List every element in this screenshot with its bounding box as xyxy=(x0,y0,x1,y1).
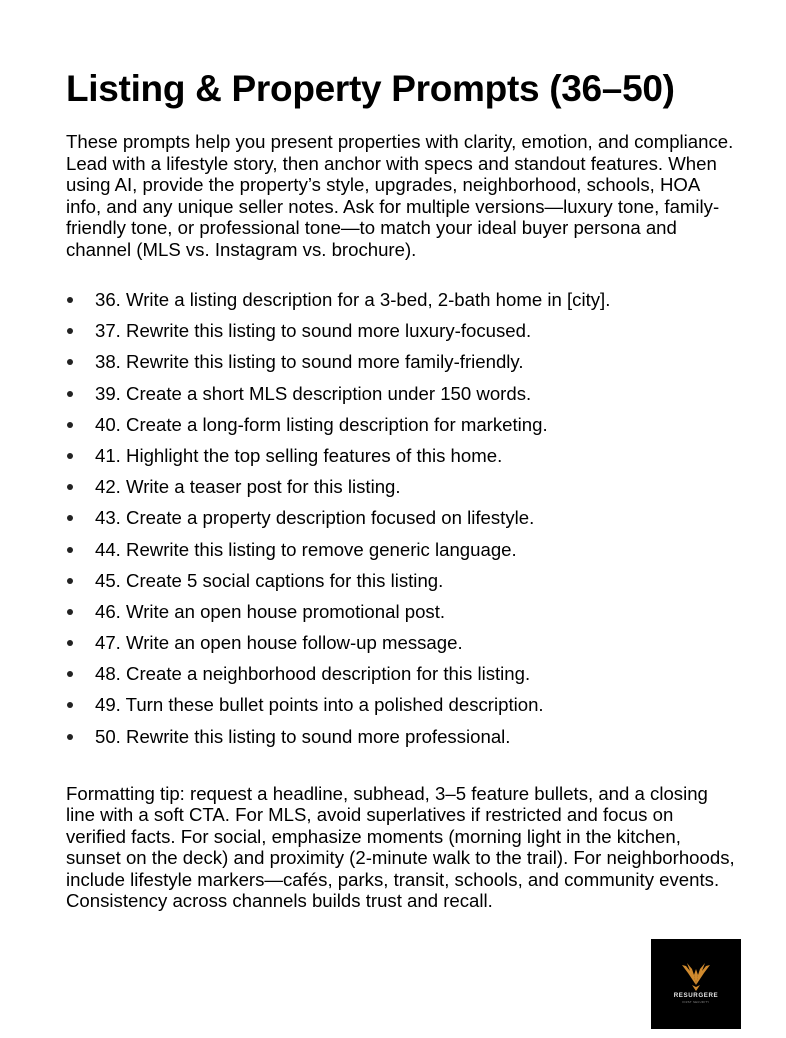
list-item xyxy=(66,471,736,502)
phoenix-logo-icon xyxy=(651,939,741,1029)
list-item xyxy=(66,534,736,565)
list-item xyxy=(66,346,736,377)
list-item xyxy=(66,378,736,409)
bullet-icon xyxy=(67,515,73,521)
list-item-text: 47. Write an open house follow-up message. xyxy=(95,632,463,654)
list-item-text: 39. Create a short MLS description under 150 words. xyxy=(95,382,532,404)
bullet-icon xyxy=(67,297,73,303)
list-item-text: 41. Highlight the top selling features of this home. xyxy=(95,444,503,466)
bullet-icon xyxy=(67,328,73,334)
list-item xyxy=(66,596,736,627)
brand-logo xyxy=(651,939,741,1029)
bullet-icon xyxy=(67,422,73,428)
list-item-text: 50. Rewrite this listing to sound more professional. xyxy=(95,725,511,747)
list-item-text: 49. Turn these bullet points into a polished description. xyxy=(95,694,544,716)
bullet-icon xyxy=(67,640,73,646)
list-item xyxy=(66,721,736,752)
bullet-icon xyxy=(67,671,73,677)
bullet-icon xyxy=(67,547,73,553)
page-title: Listing & Property Prompts (36–50) xyxy=(66,68,675,109)
intro-paragraph: These prompts help you present properties with clarity, emotion, and compliance. Lead with a lifestyle story, then anchor with specs and standout features. When using AI, provide the property’s style, upgrades, neighborhood, schools, HOA info, and any unique seller notes. Ask for multiple versions—luxury tone, family-friendly tone, or professional tone—to match your ideal buyer persona and channel (MLS vs. Instagram vs. brochure). xyxy=(66,131,734,260)
list-item xyxy=(66,440,736,471)
list-item-text: 42. Write a teaser post for this listing. xyxy=(95,476,401,498)
bullet-icon xyxy=(67,453,73,459)
phoenix-wings-icon xyxy=(682,963,710,991)
bullet-icon xyxy=(67,609,73,615)
bullet-icon xyxy=(67,578,73,584)
list-item xyxy=(66,409,736,440)
logo-wordmark: RESURGERE xyxy=(673,992,719,999)
list-item xyxy=(66,627,736,658)
list-item xyxy=(66,689,736,720)
bullet-icon xyxy=(67,702,73,708)
formatting-tip-paragraph: Formatting tip: request a headline, subhead, 3–5 feature bullets, and a closing line with a soft CTA. For MLS, avoid superlatives if restricted and focus on verified facts. For social, emphasize moments (morning light in the kitchen, sunset on the deck) and proximity (2-minute walk to the trail). For neighborhoods, include lifestyle markers—cafés, parks, transit, schools, and community events. Consistency across channels builds trust and recall. xyxy=(66,782,735,912)
list-item-text: 48. Create a neighborhood description for this listing. xyxy=(95,663,531,685)
prompt-list xyxy=(66,284,736,752)
list-item-text: 36. Write a listing description for a 3-bed, 2-bath home in [city]. xyxy=(95,289,611,310)
logo-tagline: FIRST SECURITY xyxy=(682,1001,710,1004)
bullet-icon xyxy=(67,484,73,490)
list-item xyxy=(66,658,736,689)
list-item-text: 46. Write an open house promotional post. xyxy=(95,600,446,622)
bullet-icon xyxy=(67,734,73,740)
bullet-icon xyxy=(67,359,73,365)
list-item-text: 38. Rewrite this listing to sound more family-friendly. xyxy=(95,351,524,373)
list-item-text: 37. Rewrite this listing to sound more luxury-focused. xyxy=(95,320,532,342)
list-item xyxy=(66,502,736,533)
list-item xyxy=(66,565,736,596)
list-item-text: 40. Create a long-form listing description for marketing. xyxy=(95,413,548,435)
list-item-text: 44. Rewrite this listing to remove generic language. xyxy=(95,538,517,560)
bullet-icon xyxy=(67,391,73,397)
list-item-text: 43. Create a property description focused on lifestyle. xyxy=(95,507,535,529)
document-page xyxy=(66,66,736,912)
list-item xyxy=(66,315,736,346)
list-item xyxy=(66,284,736,315)
list-item-text: 45. Create 5 social captions for this listing. xyxy=(95,569,444,591)
